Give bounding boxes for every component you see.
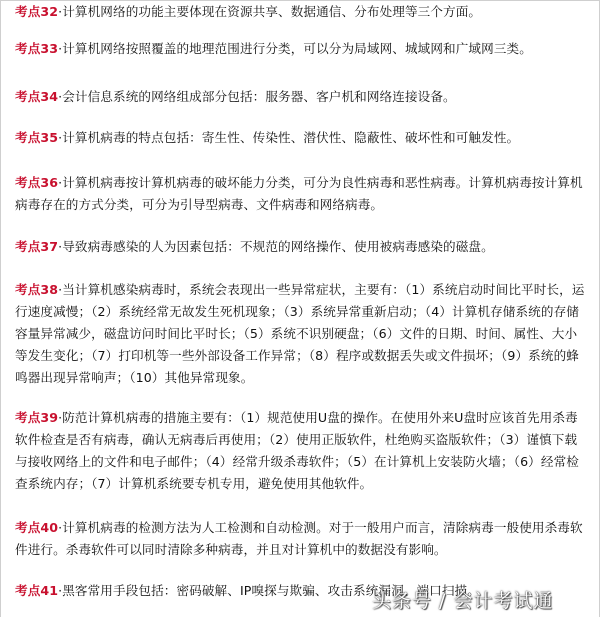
exam-point-text: ·会计信息系统的网络组成部分包括：服务器、客户机和网络连接设备。 [58, 89, 456, 104]
exam-point-38 [15, 279, 587, 389]
exam-point-label: 考点40 [15, 520, 59, 535]
exam-point-label: 考点37 [15, 239, 59, 254]
exam-point-text: ·防范计算机病毒的措施主要有：（1）规范使用U盘的操作。在使用外来U盘时应该首先用杀毒软件检查是否有病毒，确认无病毒后再使用；（2）使用正版软件，杜绝购买盗版软件；（3）谨慎下载与接收网络上的文件和电子邮件；（4）经常升级杀毒软件；（5）在计算机上安装防火墙；（6）经常检查系统内存；（7）计算机系统要专机专用，避免使用其他软件。 [15, 410, 579, 491]
exam-point-40 [15, 517, 587, 561]
watermark: 头条号 / 会计考试通 [372, 590, 554, 612]
exam-point-35 [15, 127, 587, 149]
exam-point-label: 考点39 [15, 410, 59, 425]
exam-point-label: 考点41 [15, 583, 59, 598]
exam-point-label: 考点32 [15, 4, 59, 19]
exam-point-33 [15, 38, 587, 60]
exam-point-text: ·计算机网络按照覆盖的地理范围进行分类，可以分为局域网、城域网和广域网三类。 [58, 41, 532, 56]
exam-point-text: ·计算机病毒的特点包括：寄生性、传染性、潜伏性、隐蔽性、破坏性和可触发性。 [58, 130, 520, 145]
exam-point-text: ·计算机病毒的检测方法为人工检测和自动检测。对于一般用户而言，清除病毒一般使用杀毒软件进行。杀毒软件可以同时清除多种病毒，并且对计算机中的数据没有影响。 [15, 520, 583, 557]
exam-point-label: 考点36 [15, 175, 59, 190]
exam-point-text: ·计算机病毒按计算机病毒的破坏能力分类，可分为良性病毒和恶性病毒。计算机病毒按计算机病毒存在的方式分类，可分为引导型病毒、文件病毒和网络病毒。 [15, 175, 583, 212]
exam-point-label: 考点33 [15, 41, 59, 56]
exam-point-label: 考点35 [15, 130, 59, 145]
exam-point-label: 考点38 [15, 282, 59, 297]
exam-point-37 [15, 236, 587, 258]
exam-point-text: ·当计算机感染病毒时，系统会表现出一些异常症状，主要有：（1）系统启动时间比平时长，运行速度减慢；（2）系统经常无故发生死机现象；（3）系统异常重新启动；（4）计算机存储系统的存储容量异常减少，磁盘访问时间比平时长；（5）系统不识别硬盘；（6）文件的日期、时间、属性、大小等发生变化；（7）打印机等一些外部设备工作异常；（8）程序或数据丢失或文件损坏；（9）系统的蜂鸣器出现异常响声；（10）其他异常现象。 [15, 282, 585, 385]
exam-point-text: ·计算机网络的功能主要体现在资源共享、数据通信、分布处理等三个方面。 [58, 4, 482, 19]
exam-point-34 [15, 86, 587, 108]
exam-point-label: 考点34 [15, 89, 59, 104]
exam-point-text: ·导致病毒感染的人为因素包括：不规范的网络操作、使用被病毒感染的磁盘。 [58, 239, 494, 254]
exam-point-text: ·黑客常用手段包括：密码破解、IP嗅探与欺骗、攻击系统漏洞、端口扫描。 [58, 583, 480, 598]
exam-point-39 [15, 407, 587, 495]
exam-point-36 [15, 172, 587, 216]
exam-point-32 [15, 1, 587, 23]
